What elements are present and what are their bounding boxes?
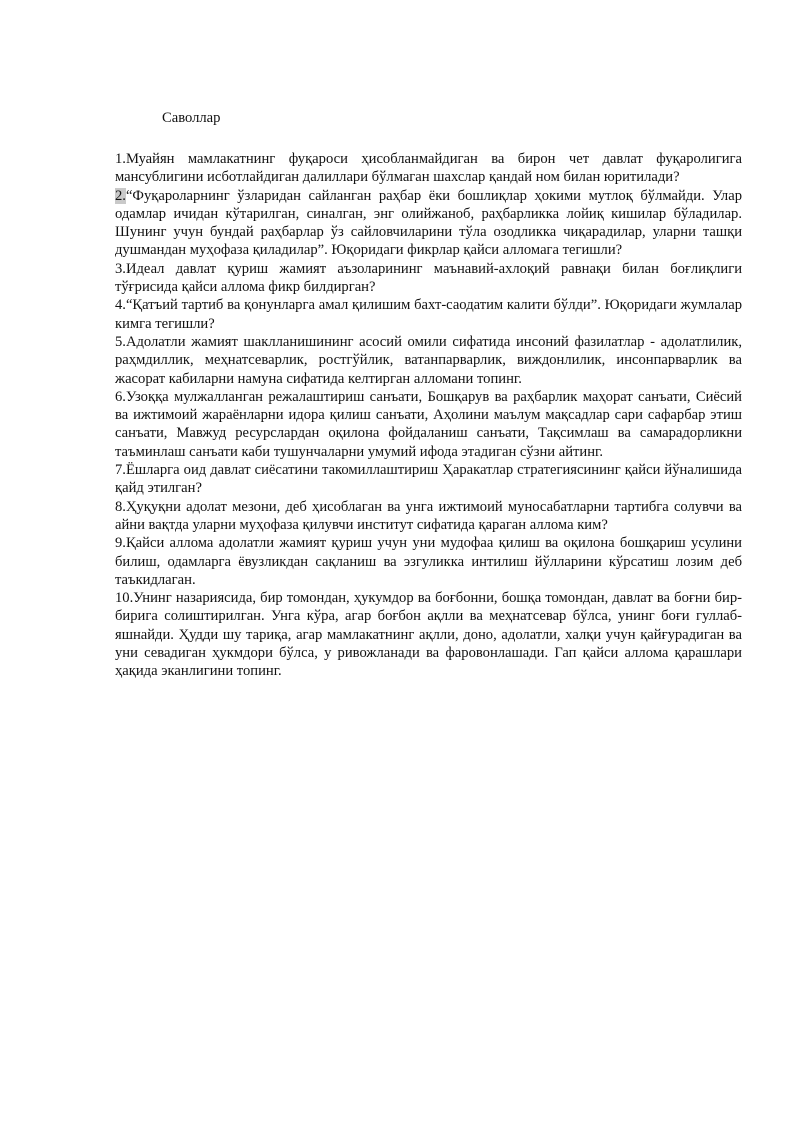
document-page xyxy=(115,108,742,681)
question-number-highlighted: 2. xyxy=(115,187,126,204)
question-5 xyxy=(115,333,742,388)
question-8 xyxy=(115,498,742,535)
question-text: Ёшларга оид давлат сиёсатини такомиллаштириш Ҳаракатлар стратегиясининг қайси йўналишида қайд этилган? xyxy=(115,462,742,497)
question-number: 10. xyxy=(115,590,134,607)
question-number: 7. xyxy=(115,462,126,479)
question-text: Узоққа мулжалланган режалаштириш санъати, Бошқарув ва раҳбарлик маҳорат санъати, Сиёсий ва ижтимоий жараёнларни идора қилиш санъати, Аҳолини маълум мақсадлар сари сафарбар этиш санъати, Мавжуд ресурслардан оқилона фойдаланиш санъати, Тақсимлаш ва самарадорликни таъминлаш санъати каби тушунчаларни умумий ифода этадиган сўзни айтинг. xyxy=(115,388,742,460)
question-text: “Қатъий тартиб ва қонунларга амал қилишим бахт-саодатим калити бўлди”. Юқоридаги жумлалар кимга тегишли? xyxy=(115,297,742,332)
question-text: Муайян мамлакатнинг фуқароси ҳисобланмайдиган ва бирон чет давлат фуқаролигига мансублигини исботлайдиган далиллари бўлмаган шахслар қандай ном билан юритилади? xyxy=(115,151,742,186)
question-10 xyxy=(115,589,742,680)
question-number: 8. xyxy=(115,498,126,515)
question-number: 1. xyxy=(115,151,126,167)
question-text: Ҳуқуқни адолат мезони, деб ҳисоблаган ва унга ижтимоий муносабатларни тартибга солувчи ва айни вақтда уларни муҳофаза қилувчи институт сифатида қараган аллома ким? xyxy=(115,498,742,533)
question-4 xyxy=(115,296,742,333)
page-title: Саволлар xyxy=(162,110,221,126)
question-6 xyxy=(115,388,742,461)
question-1 xyxy=(115,150,742,187)
question-number: 5. xyxy=(115,333,126,350)
question-number: 4. xyxy=(115,297,126,314)
question-number: 6. xyxy=(115,388,126,405)
question-text: “Фуқароларнинг ўзларидан сайланган раҳбар ёки бошлиқлар ҳокими мутлоқ бўлмайди. Улар одамлар ичидан кўтарилган, синалган, энг олийжаноб, раҳбарликка лойиқ кишилар бўладилар. Шунинг учун бундай раҳбарлар ўз сайловчиларини тўла озодликка чиқарадилар, уларни ташқи душмандан муҳофаза қиладилар”. Юқоридаги фикрлар қайси алломага тегишли? xyxy=(115,187,742,259)
question-text: Унинг назариясида, бир томондан, ҳукумдор ва боғбонни, бошқа томондан, давлат ва боғни бир-бирига солиштирилган. Унга кўра, агар боғбон ақлли ва меҳнатсевар бўлса, унинг боғи гуллаб-яшнайди. Ҳудди шу тариқа, агар мамлакатнинг ақлли, доно, адолатли, халқи учун қайғурадиган ва уни севадиган ҳукмдори бўлса, у ривожланади ва фаровонлашади. Гап қайси аллома қарашлари ҳақида эканлигини топинг. xyxy=(115,590,742,680)
question-number: 9. xyxy=(115,535,126,552)
question-text: Идеал давлат қуриш жамият аъзоларининг маънавий-ахлоқий равнақи билан боғлиқлиги тўғрисида қайси аллома фикр билдирган? xyxy=(115,260,742,296)
question-3 xyxy=(115,260,742,297)
question-text: Адолатли жамият шаклланишининг асосий омили сифатида инсоний фазилатлар - адолатлилик, раҳмдиллик, меҳнатсеварлик, ростгўйлик, ватанпарварлик, виждонлилик, инсонпарварлик ва жасорат кабиларни намуна сифатида келтирган алломани топинг. xyxy=(115,333,742,387)
question-2 xyxy=(115,187,742,260)
question-7 xyxy=(115,461,742,498)
question-9 xyxy=(115,534,742,589)
question-text: Қайси аллома адолатли жамият қуриш учун уни мудофаа қилиш ва оқилона бошқариш усулини билиш, одамларга ёвузликдан сақланиш ва эзгуликка интилиш йўлларини кўрсатиш лозим деб таъкидлаган. xyxy=(115,535,742,588)
question-number: 3. xyxy=(115,260,126,277)
